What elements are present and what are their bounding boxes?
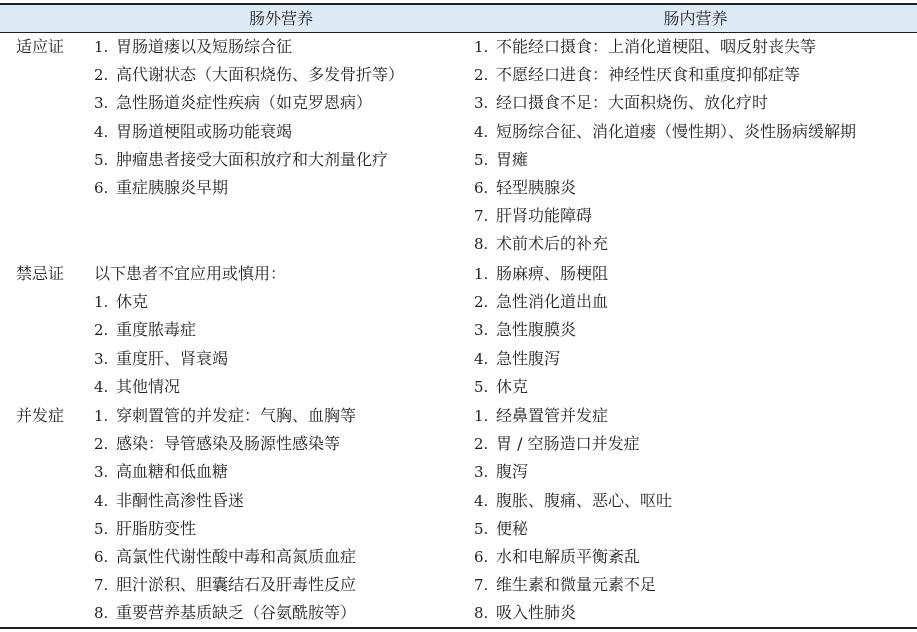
item-number: 1. bbox=[94, 293, 109, 312]
list-item bbox=[94, 458, 356, 486]
item-number: 6. bbox=[94, 547, 109, 566]
item-text: 重度脓毒症 bbox=[116, 320, 197, 340]
item-number: 7. bbox=[94, 576, 109, 595]
item-number: 1. bbox=[94, 407, 109, 425]
item-text: 肠麻痹、肠梗阻 bbox=[496, 264, 609, 283]
list-item bbox=[94, 515, 356, 543]
item-number: 1. bbox=[474, 38, 489, 56]
table-bottom-rule bbox=[0, 627, 917, 629]
list-item bbox=[94, 373, 286, 401]
item-text: 急性肠道炎症性疾病（如克罗恩病） bbox=[116, 93, 373, 113]
list-item bbox=[94, 260, 286, 288]
list-item bbox=[94, 345, 286, 373]
item-number: 5. bbox=[94, 150, 109, 169]
item-number: 3. bbox=[474, 321, 489, 340]
item-number: 4. bbox=[474, 349, 489, 368]
item-text: 急性腹泻 bbox=[496, 348, 561, 368]
list-item bbox=[474, 487, 672, 515]
item-number: 1. bbox=[94, 38, 109, 56]
item-text: 重要营养基质缺乏（谷氨酰胺等） bbox=[116, 603, 357, 623]
item-text: 重症胰腺炎早期 bbox=[116, 177, 229, 197]
item-text: 休克 bbox=[116, 292, 149, 312]
list-item bbox=[474, 288, 608, 316]
item-number: 3. bbox=[474, 94, 489, 113]
enteral-column bbox=[474, 33, 856, 259]
list-item bbox=[474, 260, 608, 288]
item-number: 6. bbox=[474, 547, 489, 566]
parenteral-column bbox=[94, 260, 286, 401]
list-item bbox=[474, 515, 672, 543]
list-item bbox=[474, 61, 856, 89]
enteral-column bbox=[474, 260, 608, 401]
item-number: 1. bbox=[474, 265, 489, 283]
list-item bbox=[474, 202, 856, 230]
item-number: 3. bbox=[474, 463, 489, 482]
list-item bbox=[474, 599, 672, 627]
item-number: 4. bbox=[94, 377, 109, 396]
item-number: 2. bbox=[474, 293, 489, 312]
item-text: 休克 bbox=[496, 376, 529, 396]
list-item bbox=[474, 373, 608, 401]
item-number: 2. bbox=[474, 435, 489, 454]
item-text: 高血糖和低血糖 bbox=[116, 462, 229, 482]
list-item bbox=[94, 599, 356, 627]
item-text: 以下患者不宜应用或慎用： bbox=[94, 264, 287, 283]
item-text: 水和电解质平衡紊乱 bbox=[496, 546, 641, 566]
item-text: 感染：导管感染及肠源性感染等 bbox=[116, 434, 341, 454]
item-number: 3. bbox=[94, 349, 109, 368]
item-text: 急性腹膜炎 bbox=[496, 320, 577, 340]
item-text: 非酮性高渗性昏迷 bbox=[116, 490, 245, 510]
item-number: 7. bbox=[474, 207, 489, 226]
item-number: 4. bbox=[94, 491, 109, 510]
list-item bbox=[474, 458, 672, 486]
item-text: 胆汁淤积、胆囊结石及肝毒性反应 bbox=[116, 575, 357, 595]
item-text: 维生素和微量元素不足 bbox=[496, 575, 657, 595]
item-text: 术前术后的补充 bbox=[496, 234, 609, 254]
list-item bbox=[94, 118, 404, 146]
item-number: 4. bbox=[94, 122, 109, 141]
list-item bbox=[474, 33, 856, 61]
item-text: 轻型胰腺炎 bbox=[496, 177, 577, 197]
item-number: 8. bbox=[94, 604, 109, 623]
list-item bbox=[474, 174, 856, 202]
list-item bbox=[474, 345, 608, 373]
item-text: 肝脂肪变性 bbox=[116, 518, 197, 538]
item-text: 其他情况 bbox=[116, 376, 181, 396]
list-item bbox=[94, 61, 404, 89]
list-item bbox=[474, 118, 856, 146]
item-text: 短肠综合征、消化道瘘（慢性期）、炎性肠病缓解期 bbox=[496, 121, 857, 141]
item-text: 胃 / 空肠造口并发症 bbox=[496, 434, 640, 454]
item-text: 肿瘤患者接受大面积放疗和大剂量化疗 bbox=[116, 149, 389, 169]
item-text: 吸入性肺炎 bbox=[496, 603, 577, 623]
header-blank-cell bbox=[0, 5, 88, 32]
item-number: 4. bbox=[474, 122, 489, 141]
list-item bbox=[94, 316, 286, 344]
item-number: 7. bbox=[474, 576, 489, 595]
item-text: 胃肠道瘘以及短肠综合征 bbox=[116, 37, 293, 56]
list-item bbox=[474, 89, 856, 117]
item-text: 便秘 bbox=[496, 518, 529, 538]
list-item bbox=[474, 230, 856, 258]
category-label: 禁忌证 bbox=[16, 264, 65, 283]
item-number: 8. bbox=[474, 604, 489, 623]
item-number: 2. bbox=[474, 66, 489, 85]
category-label: 并发症 bbox=[16, 406, 65, 425]
list-item bbox=[94, 174, 404, 202]
parenteral-column bbox=[94, 402, 356, 628]
list-item bbox=[474, 316, 608, 344]
item-number: 5. bbox=[474, 150, 489, 169]
list-item bbox=[474, 146, 856, 174]
item-text: 不愿经口进食：神经性厌食和重度抑郁症等 bbox=[496, 65, 801, 85]
item-text: 腹泻 bbox=[496, 462, 529, 482]
list-item bbox=[94, 89, 404, 117]
list-item bbox=[94, 402, 356, 430]
item-text: 经鼻置管并发症 bbox=[496, 406, 609, 425]
item-text: 腹胀、腹痛、恶心、呕吐 bbox=[496, 490, 673, 510]
list-item bbox=[474, 402, 672, 430]
item-text: 经口摄食不足：大面积烧伤、放化疗时 bbox=[496, 93, 769, 113]
item-number: 5. bbox=[94, 519, 109, 538]
list-item bbox=[474, 430, 672, 458]
item-text: 肝肾功能障碍 bbox=[496, 206, 593, 226]
item-text: 胃瘫 bbox=[496, 149, 529, 169]
header-parenteral: 肠外营养 bbox=[88, 5, 474, 32]
item-text: 高氯性代谢性酸中毒和高氮质血症 bbox=[116, 546, 357, 566]
item-number: 2. bbox=[94, 66, 109, 85]
item-number: 8. bbox=[474, 235, 489, 254]
item-text: 胃肠道梗阻或肠功能衰竭 bbox=[116, 121, 293, 141]
item-number: 2. bbox=[94, 321, 109, 340]
list-item bbox=[474, 571, 672, 599]
item-number: 5. bbox=[474, 377, 489, 396]
header-enteral: 肠内营养 bbox=[474, 5, 917, 32]
list-item bbox=[94, 571, 356, 599]
list-item bbox=[94, 146, 404, 174]
item-number: 1. bbox=[474, 407, 489, 425]
list-item bbox=[474, 543, 672, 571]
list-item bbox=[94, 487, 356, 515]
list-item bbox=[94, 430, 356, 458]
item-text: 不能经口摄食：上消化道梗阻、咽反射丧失等 bbox=[496, 37, 817, 56]
item-number: 5. bbox=[474, 519, 489, 538]
category-label: 适应证 bbox=[16, 37, 65, 56]
item-text: 穿刺置管的并发症：气胸、血胸等 bbox=[116, 406, 357, 425]
enteral-column bbox=[474, 402, 672, 628]
item-number: 3. bbox=[94, 94, 109, 113]
list-item bbox=[94, 288, 286, 316]
item-number: 6. bbox=[474, 178, 489, 197]
item-number: 4. bbox=[474, 491, 489, 510]
list-item bbox=[94, 33, 404, 61]
item-number: 2. bbox=[94, 435, 109, 454]
item-text: 急性消化道出血 bbox=[496, 292, 609, 312]
item-number: 3. bbox=[94, 463, 109, 482]
list-item bbox=[94, 543, 356, 571]
item-number: 6. bbox=[94, 178, 109, 197]
item-text: 高代谢状态（大面积烧伤、多发骨折等） bbox=[116, 65, 405, 85]
parenteral-column bbox=[94, 33, 404, 202]
item-text: 重度肝、肾衰竭 bbox=[116, 348, 229, 368]
